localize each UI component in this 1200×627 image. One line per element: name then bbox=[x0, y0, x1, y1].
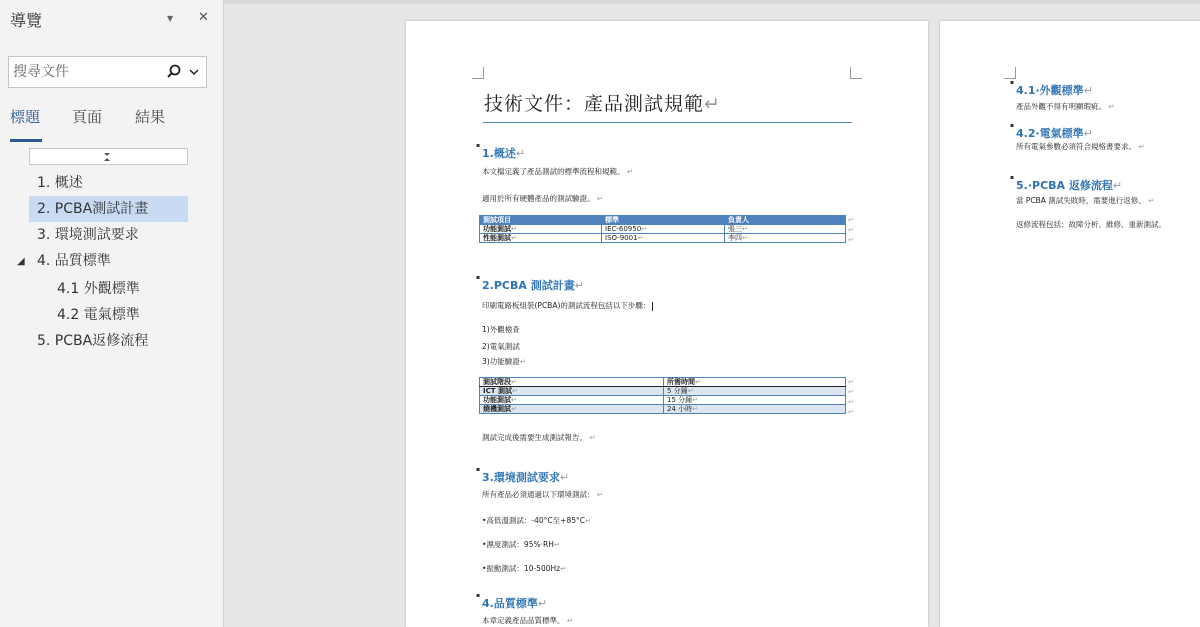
outline-item-4-2[interactable]: 4.2 電氣標準 bbox=[57, 307, 140, 323]
p5-paragraph-2[interactable]: 返修流程包括：故障分析、維修、重新測試。 bbox=[1016, 220, 1166, 229]
expand-caret-icon[interactable]: ◢ bbox=[17, 256, 25, 267]
tab-pages[interactable]: 頁面 bbox=[72, 108, 103, 126]
s2-intro[interactable]: 印刷電路板組裝(PCBA)的測試流程包括以下步驟： bbox=[482, 300, 653, 311]
row-end-mark: ↵ bbox=[848, 398, 854, 406]
p41-paragraph[interactable]: 產品外觀不得有明顯瑕疵。 ↵ bbox=[1016, 102, 1115, 111]
row-end-mark: ↵ bbox=[848, 236, 854, 244]
heading-2-pcba-test-plan[interactable]: ▪ 2.PCBA 測試計畫↵ bbox=[482, 277, 584, 293]
table-header-row bbox=[480, 216, 846, 225]
collapse-icon bbox=[103, 153, 111, 161]
outline-item-3[interactable]: 3. 環境測試要求 bbox=[37, 227, 139, 243]
ribbon-edge bbox=[224, 0, 1200, 4]
table-row bbox=[480, 387, 846, 396]
pane-options-icon[interactable]: ▼ bbox=[167, 14, 174, 23]
table-cell[interactable]: ICT 測試↵ bbox=[480, 387, 664, 396]
row-end-mark: ↵ bbox=[848, 216, 854, 224]
table-cell[interactable]: 24 小時↵ bbox=[664, 405, 846, 414]
table-header-cell: 測試項目 bbox=[480, 216, 602, 225]
text-cursor bbox=[652, 302, 653, 311]
close-icon[interactable]: ✕ bbox=[198, 10, 209, 25]
search-icon[interactable] bbox=[165, 63, 183, 81]
crop-mark-top-right bbox=[850, 67, 862, 79]
row-end-mark: ↵ bbox=[848, 226, 854, 234]
table-cell[interactable]: 功能測試↵ bbox=[480, 396, 664, 405]
title-underline bbox=[483, 122, 852, 123]
table-header-cell: 負責人 bbox=[725, 216, 846, 225]
table-cell[interactable]: 功能測試↵ bbox=[480, 225, 602, 234]
row-end-mark: ↵ bbox=[848, 408, 854, 416]
heading-3-environment[interactable]: ▪ 3.環境測試要求↵ bbox=[482, 469, 569, 485]
heading-4-1-appearance[interactable]: ▪ 4.1·外觀標準↵ bbox=[1016, 82, 1093, 98]
s2-after-table[interactable]: 測試完成後需要生成測試報告。 ↵ bbox=[482, 433, 596, 442]
outline-item-2-selected[interactable]: 2. PCBA測試計畫 bbox=[29, 196, 188, 222]
table-header-cell: 所需時間↵ bbox=[664, 378, 846, 387]
s2-step-3[interactable]: 3)功能驗證↵ bbox=[482, 357, 526, 366]
search-input[interactable] bbox=[9, 57, 159, 87]
s1-paragraph-2[interactable]: 適用於所有硬體產品的測試驗證。 ↵ bbox=[482, 194, 604, 203]
row-end-mark: ↵ bbox=[848, 378, 854, 386]
outline-item-4[interactable]: 4. 品質標準 bbox=[37, 253, 111, 269]
heading-4-quality[interactable]: ▪ 4.品質標準↵ bbox=[482, 595, 547, 611]
s2-step-1[interactable]: 1)外觀檢查 bbox=[482, 325, 520, 334]
heading-4-2-electrical[interactable]: ▪ 4.2·電氣標準↵ bbox=[1016, 125, 1093, 141]
table-row bbox=[480, 405, 846, 414]
table-cell[interactable]: 15 分鐘↵ bbox=[664, 396, 846, 405]
nav-pane-title: 導覽 bbox=[10, 11, 43, 30]
outline-item-1[interactable]: 1. 概述 bbox=[37, 175, 83, 191]
p5-paragraph-1[interactable]: 當 PCBA 測試失敗時，需要進行返修。 ↵ bbox=[1016, 196, 1155, 205]
s3-bullet-3[interactable]: •振動測試：10-500Hz↵ bbox=[482, 564, 567, 573]
s1-paragraph-1[interactable]: 本文檔定義了產品測試的標準流程和規範。 ↵ bbox=[482, 167, 634, 176]
table-cell[interactable]: 性能測試↵ bbox=[480, 234, 602, 243]
search-box[interactable] bbox=[8, 56, 207, 88]
table-header-cell: 測試階段↵ bbox=[480, 378, 664, 387]
s2-step-2[interactable]: 2)電氣測試 bbox=[482, 342, 520, 351]
collapse-all-button[interactable] bbox=[29, 148, 188, 165]
table-cell[interactable]: 張三↵ bbox=[725, 225, 846, 234]
table-row bbox=[480, 234, 846, 243]
document-page-1[interactable] bbox=[406, 21, 928, 627]
table-header-cell: 標準 bbox=[602, 216, 725, 225]
s3-bullet-1[interactable]: •高低溫測試：-40°C至+85°C↵ bbox=[482, 516, 592, 525]
table-cell[interactable]: IEC-60950↵ bbox=[602, 225, 725, 234]
document-page-2[interactable] bbox=[940, 21, 1200, 627]
table-row bbox=[480, 396, 846, 405]
table-header-row bbox=[480, 378, 846, 387]
s3-bullet-2[interactable]: •濕度測試：95%·RH↵ bbox=[482, 540, 561, 549]
outline-item-5[interactable]: 5. PCBA返修流程 bbox=[37, 333, 149, 349]
heading-1-overview[interactable]: ▪ 1.概述↵ bbox=[482, 145, 525, 161]
outline-item-4-1[interactable]: 4.1 外觀標準 bbox=[57, 281, 140, 297]
tab-headings[interactable]: 標題 bbox=[10, 108, 41, 126]
chevron-down-icon[interactable] bbox=[189, 67, 199, 77]
crop-mark-top-left bbox=[472, 67, 484, 79]
tab-results[interactable]: 結果 bbox=[135, 108, 166, 126]
p42-paragraph[interactable]: 所有電氣參數必須符合規格書要求。 ↵ bbox=[1016, 142, 1145, 151]
table-row bbox=[480, 225, 846, 234]
s4-intro[interactable]: 本章定義產品品質標準。 ↵ bbox=[482, 616, 574, 625]
table-cell[interactable]: ISO-9001↵ bbox=[602, 234, 725, 243]
crop-mark-top-left bbox=[1004, 67, 1016, 79]
document-title[interactable]: 技術文件：產品測試規範↵ bbox=[484, 93, 721, 115]
active-tab-indicator bbox=[10, 139, 42, 142]
table-cell[interactable]: 5 分鐘↵ bbox=[664, 387, 846, 396]
navigation-pane bbox=[0, 0, 224, 627]
test-duration-table[interactable] bbox=[479, 377, 846, 414]
s3-intro[interactable]: 所有產品必須通過以下環境測試： ↵ bbox=[482, 490, 604, 499]
table-cell[interactable]: 李四↵ bbox=[725, 234, 846, 243]
heading-5-rework[interactable]: ▪ 5.·PCBA 返修流程↵ bbox=[1016, 177, 1122, 193]
row-end-mark: ↵ bbox=[848, 388, 854, 396]
test-standards-table[interactable] bbox=[479, 215, 846, 243]
table-cell[interactable]: 燒機測試↵ bbox=[480, 405, 664, 414]
